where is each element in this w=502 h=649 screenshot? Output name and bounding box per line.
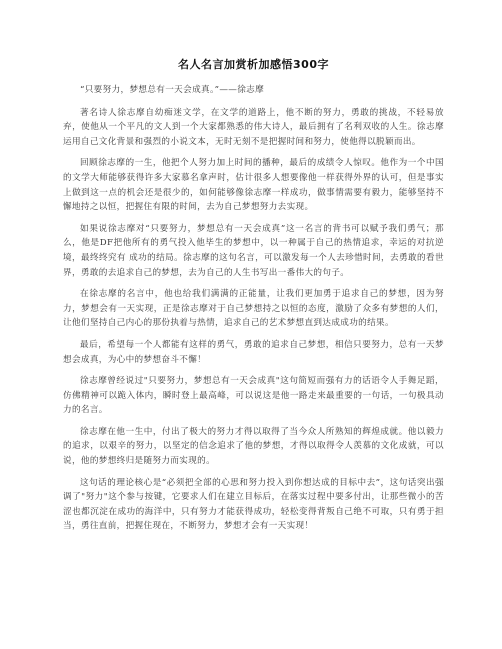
body-paragraph: 最后，希望每一个人都能有这样的勇气，勇敢的追求自己梦想，相信只要努力，总有一天梦想会成真，为心中的梦想奋斗不懈！ bbox=[63, 339, 444, 365]
body-paragraph: 徐志摩曾经说过"只要努力，梦想总有一天会成真"这句简短而强有力的话语令人手舞足蹈，仿佛精神可以跪入体内，瞬时登上最高峰，可以说这是他一路走来最重要的一句话，一句极具动力的名言。 bbox=[63, 376, 444, 416]
body-paragraph: 徐志摩在他一生中，付出了极大的努力才得以取得了当今众人所熟知的辉煌成就。他以毅力的追求，以艰辛的努力，以坚定的信念追求了他的梦想，才得以取得令人羡慕的文化成就，可以说，他的梦想终归是随努力而实现的。 bbox=[63, 426, 444, 467]
body-paragraph: 回顾徐志摩的一生，他把个人努力加上时间的播种，最后的成绩令人惊叹。他作为一个中国的文学大师能够获得许多大家慕名拿声时，估计很多人想要像他一样获得外界的认可，但是事实上做到这一点的机会还是很少的，如何能够像徐志摩一样成功，做事情需要有毅力，能够坚持不懈地持之以恒，把握住有限的时间，去为自己梦想努力去实现。 bbox=[63, 158, 444, 213]
quote-paragraph: “只要努力，梦想总有一天会成真。”——徐志摩 bbox=[80, 85, 265, 95]
body-paragraph: 在徐志摩的名言中，他也给我们满满的正能量，让我们更加勇于追求自己的梦想，因为努力，梦想会有一天实现，正是徐志摩对于自己梦想持之以恒的态度，激励了众多有梦想的人们，让他们坚持自己内心的那份执着与热情，追求自己的艺术梦想直到达成成功的结果。 bbox=[63, 289, 444, 329]
body-paragraph: 著名诗人徐志摩自幼痴迷文学，在文学的道路上，他不断的努力，勇敢的挑战，不轻易放弃，使他从一个平凡的文人到一个大家都熟悉的伟大诗人，最后拥有了名利双收的人生。徐志摩运用自己文化背景和强烈的小说文本，无时无刻不是把握时间和努力，使他得以脱颖而出。 bbox=[63, 107, 444, 147]
body-paragraph: 如果说徐志摩对“只要努力，梦想总有一天会成真”这一名言的背书可以赋予我们勇气；那么，他是DF把他所有的勇气投入他毕生的梦想中，以一种属于自己的热情追求，幸运的对抗逆境，最终终究有 成功的结局。徐志摩的这句名言，可以激发每一个人去珍惜时间，去勇敢的看世界，勇敢的去追求自己的梦想，去为自己的人生书写出一番伟大的句子。 bbox=[63, 223, 444, 278]
body-paragraph: 这句话的理论核心是“必须把全部的心思和努力投入到你想达成的目标中去”，这句话突出强调了"努力"这个参与按键，它要求人们在建立目标后，在落实过程中要多付出，让那些微小的苦涩也都沉淀在成功的海洋中，只有努力才能获得成功，轻松变得背叛自己绝不可取，只有勇于担当，勇往直前，把握住现在，不断努力，梦想才会有一天实现！ bbox=[63, 477, 444, 532]
document-title: 名人名言加赏析加感悟300字 bbox=[178, 58, 329, 71]
